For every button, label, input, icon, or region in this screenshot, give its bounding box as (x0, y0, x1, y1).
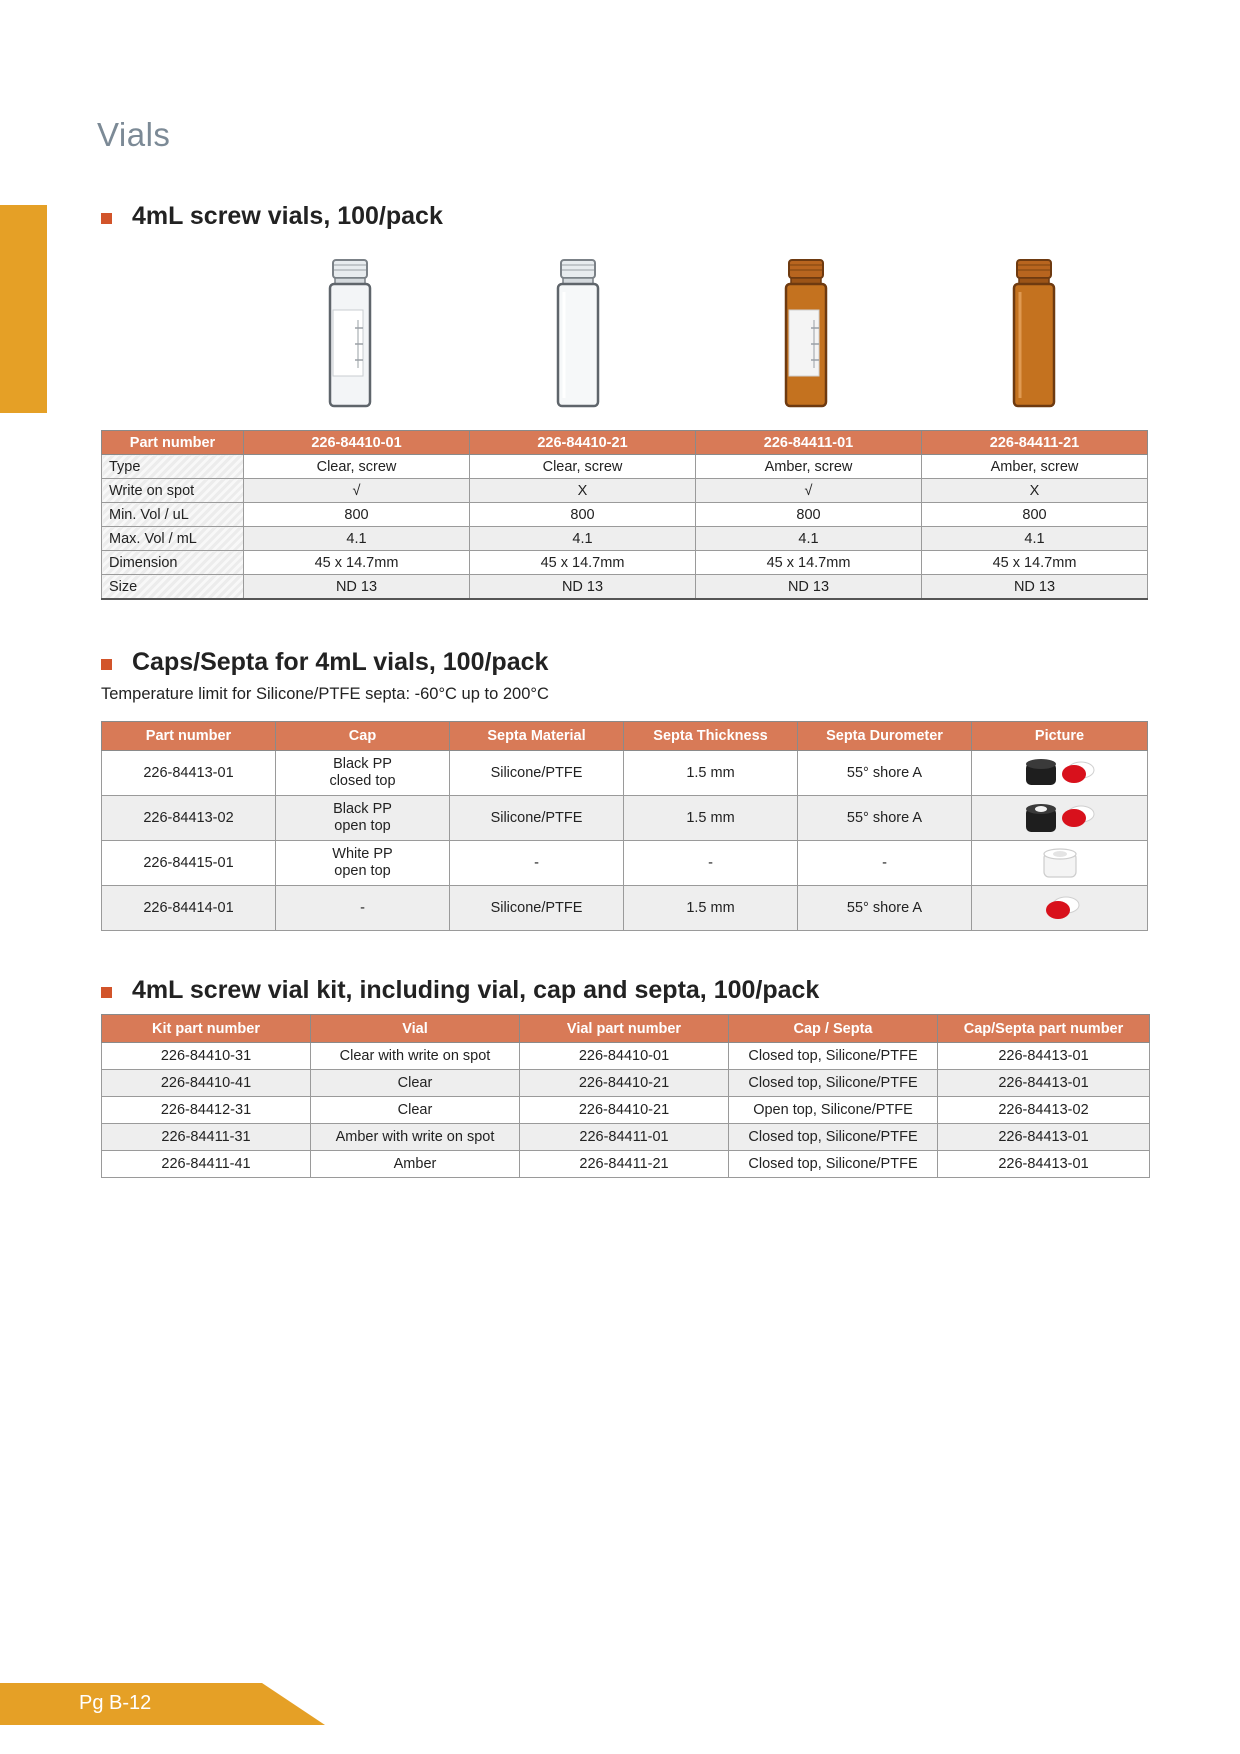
column-header: 226-84411-21 (922, 431, 1148, 455)
table-cell: Amber, screw (922, 455, 1148, 479)
table-header-row (102, 722, 1148, 751)
white-open-cap-icon (1020, 843, 1100, 883)
table-cell (972, 751, 1148, 796)
table-cell: 226-84413-01 (938, 1070, 1150, 1097)
table-cell: 1.5 mm (624, 886, 798, 931)
table-cell: 45 x 14.7mm (922, 551, 1148, 575)
table-row (102, 551, 1148, 575)
table-cell: 55° shore A (798, 751, 972, 796)
table-header-row (102, 431, 1148, 455)
table-cell: 4.1 (470, 527, 696, 551)
table-row (102, 1124, 1150, 1151)
clear-vial-icon (553, 258, 603, 410)
cap-line: closed top (329, 773, 396, 789)
column-header: Part number (102, 431, 244, 455)
table-cell: X (922, 479, 1148, 503)
table-cell: Silicone/PTFE (450, 886, 624, 931)
table-cell: ND 13 (470, 575, 696, 600)
column-header: Septa Thickness (624, 722, 798, 751)
column-header: Cap / Septa (729, 1015, 938, 1043)
table-cell (972, 841, 1148, 886)
table-cell: 45 x 14.7mm (470, 551, 696, 575)
table-cell: - (624, 841, 798, 886)
table-row (102, 527, 1148, 551)
table-cell: 226-84410-21 (520, 1070, 729, 1097)
table-cell: 226-84410-31 (102, 1043, 311, 1070)
table-cell: 4.1 (696, 527, 922, 551)
cap-line: White PP (332, 846, 393, 862)
table-cell: 226-84413-01 (938, 1151, 1150, 1178)
section-heading-text: 4mL screw vial kit, including vial, cap and septa, 100/pack (132, 976, 820, 1004)
table-cell: √ (244, 479, 470, 503)
table-cell: 226-84413-02 (102, 796, 276, 841)
table-cell: ND 13 (244, 575, 470, 600)
table-cell: 226-84413-01 (938, 1043, 1150, 1070)
column-header: Cap/Septa part number (938, 1015, 1150, 1043)
table-cell: Closed top, Silicone/PTFE (729, 1043, 938, 1070)
cap-line: - (360, 899, 365, 916)
row-label: Dimension (102, 551, 244, 575)
table-cell: 226-84411-31 (102, 1124, 311, 1151)
table-row (102, 1097, 1150, 1124)
column-header: Cap (276, 722, 450, 751)
vial-kit-table (101, 1014, 1150, 1178)
table-row (102, 841, 1148, 886)
table-row (102, 455, 1148, 479)
table-cell: Amber with write on spot (311, 1124, 520, 1151)
table-cell: 226-84410-21 (520, 1097, 729, 1124)
table-cell: Silicone/PTFE (450, 751, 624, 796)
table-cell: 226-84411-21 (520, 1151, 729, 1178)
table-row (102, 503, 1148, 527)
table-cell: 226-84410-01 (520, 1043, 729, 1070)
table-cell: Amber (311, 1151, 520, 1178)
table-cell (276, 796, 450, 841)
vials-spec-table (101, 430, 1148, 600)
square-bullet-icon (101, 659, 112, 670)
column-header: 226-84411-01 (696, 431, 922, 455)
table-header-row (102, 1015, 1150, 1043)
table-row (102, 796, 1148, 841)
table-cell: Clear with write on spot (311, 1043, 520, 1070)
table-cell: 226-84414-01 (102, 886, 276, 931)
cap-line: Black PP (333, 801, 392, 817)
table-row (102, 575, 1148, 600)
table-cell: 226-84413-02 (938, 1097, 1150, 1124)
table-cell: Closed top, Silicone/PTFE (729, 1124, 938, 1151)
row-label: Size (102, 575, 244, 600)
temperature-note: Temperature limit for Silicone/PTFE septa: -60°C up to 200°C (101, 685, 549, 703)
footer-page-tab (0, 1683, 325, 1725)
table-cell: 226-84415-01 (102, 841, 276, 886)
column-header: Septa Durometer (798, 722, 972, 751)
table-cell: 226-84411-01 (520, 1124, 729, 1151)
table-cell: 55° shore A (798, 886, 972, 931)
table-cell (972, 886, 1148, 931)
column-header: 226-84410-21 (470, 431, 696, 455)
row-label: Max. Vol / mL (102, 527, 244, 551)
table-cell: - (798, 841, 972, 886)
table-row (102, 751, 1148, 796)
table-cell (276, 751, 450, 796)
side-color-tab (0, 205, 47, 413)
section-heading-vials (101, 202, 443, 231)
column-header: Kit part number (102, 1015, 311, 1043)
table-cell: 4.1 (244, 527, 470, 551)
table-cell: Clear, screw (470, 455, 696, 479)
table-cell: ND 13 (922, 575, 1148, 600)
table-cell (276, 886, 450, 931)
cap-line: Black PP (333, 756, 392, 772)
table-cell: 226-84412-31 (102, 1097, 311, 1124)
table-cell: Clear (311, 1070, 520, 1097)
table-cell: 800 (244, 503, 470, 527)
table-cell: Closed top, Silicone/PTFE (729, 1151, 938, 1178)
table-cell: 1.5 mm (624, 796, 798, 841)
amber-vial-write-on-spot-icon (781, 258, 831, 410)
table-cell: Amber, screw (696, 455, 922, 479)
table-cell: ND 13 (696, 575, 922, 600)
column-header: 226-84410-01 (244, 431, 470, 455)
table-cell: 45 x 14.7mm (696, 551, 922, 575)
table-cell: 45 x 14.7mm (244, 551, 470, 575)
table-cell: - (450, 841, 624, 886)
column-header: Vial (311, 1015, 520, 1043)
caps-septa-table (101, 721, 1148, 931)
amber-vial-icon (1009, 258, 1059, 410)
row-label: Write on spot (102, 479, 244, 503)
table-cell: 4.1 (922, 527, 1148, 551)
row-label: Type (102, 455, 244, 479)
table-cell (276, 841, 450, 886)
table-cell: 226-84411-41 (102, 1151, 311, 1178)
table-cell: 226-84413-01 (102, 751, 276, 796)
table-row (102, 1070, 1150, 1097)
table-cell: Clear, screw (244, 455, 470, 479)
table-cell: 1.5 mm (624, 751, 798, 796)
table-cell: 800 (696, 503, 922, 527)
clear-vial-write-on-spot-icon (325, 258, 375, 410)
cap-line: open top (334, 818, 391, 834)
table-cell: 800 (470, 503, 696, 527)
row-label: Min. Vol / uL (102, 503, 244, 527)
section-heading-vial-kit (101, 976, 819, 1005)
black-open-cap-with-septum-icon (1020, 798, 1100, 838)
table-cell: Silicone/PTFE (450, 796, 624, 841)
table-cell: 55° shore A (798, 796, 972, 841)
page-number: Pg B-12 (79, 1692, 152, 1714)
table-cell: √ (696, 479, 922, 503)
table-cell: 226-84410-41 (102, 1070, 311, 1097)
table-cell: Open top, Silicone/PTFE (729, 1097, 938, 1124)
septum-icon (1020, 888, 1100, 928)
square-bullet-icon (101, 213, 112, 224)
table-row (102, 886, 1148, 931)
column-header: Part number (102, 722, 276, 751)
section-heading-caps-septa (101, 648, 548, 677)
square-bullet-icon (101, 987, 112, 998)
column-header: Septa Material (450, 722, 624, 751)
cap-line: open top (334, 863, 391, 879)
table-cell: 226-84413-01 (938, 1124, 1150, 1151)
section-heading-text: Caps/Septa for 4mL vials, 100/pack (132, 648, 549, 676)
column-header: Picture (972, 722, 1148, 751)
vial-images (243, 258, 1148, 410)
table-cell: Closed top, Silicone/PTFE (729, 1070, 938, 1097)
table-cell: Clear (311, 1097, 520, 1124)
black-closed-cap-with-septum-icon (1020, 753, 1100, 793)
table-cell (972, 796, 1148, 841)
table-row (102, 1043, 1150, 1070)
column-header: Vial part number (520, 1015, 729, 1043)
table-row (102, 479, 1148, 503)
page-title: Vials (97, 116, 171, 153)
table-cell: 800 (922, 503, 1148, 527)
table-row (102, 1151, 1150, 1178)
table-cell: X (470, 479, 696, 503)
section-heading-text: 4mL screw vials, 100/pack (132, 202, 443, 230)
